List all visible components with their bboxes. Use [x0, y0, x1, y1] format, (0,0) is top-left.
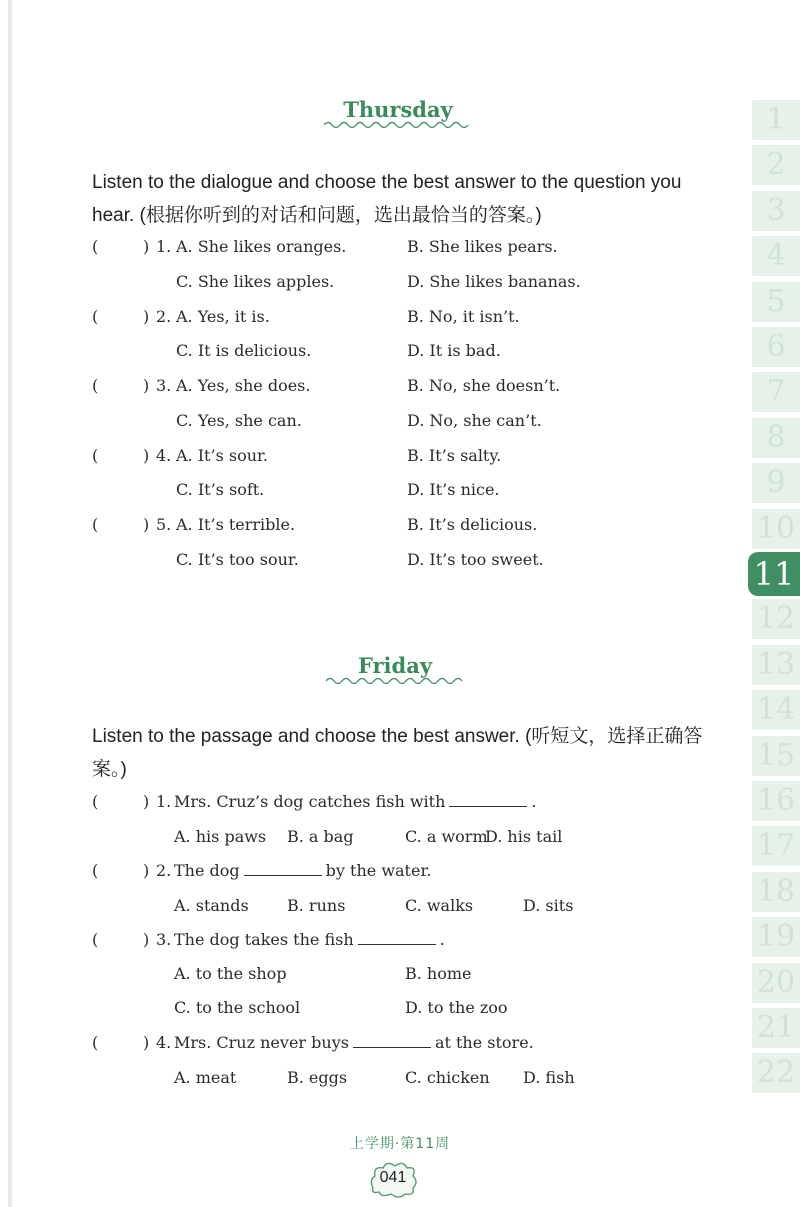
- footer-label: 上学期·第11周: [349, 1136, 451, 1152]
- thursday-underline: [324, 120, 472, 130]
- answer-paren-close: ): [143, 930, 150, 949]
- unit-tab-14[interactable]: 14: [752, 690, 800, 730]
- option-b: B. a bag: [287, 827, 354, 846]
- unit-tab-8[interactable]: 8: [752, 418, 800, 458]
- question-stem-end: by the water.: [325, 861, 432, 880]
- option-b: B. eggs: [287, 1068, 348, 1087]
- option-a: A. to the shop: [174, 964, 287, 983]
- option-d: D. fish: [523, 1068, 575, 1087]
- option-c: C. It is delicious.: [176, 341, 312, 360]
- option-a: A. stands: [174, 896, 249, 915]
- answer-blank: [358, 930, 436, 945]
- answer-paren-open: (: [92, 445, 99, 465]
- question-stem-end: at the store.: [434, 1033, 534, 1052]
- option-d: D. It’s too sweet.: [407, 549, 544, 569]
- unit-tab-6[interactable]: 6: [752, 327, 800, 367]
- option-a: A. his paws: [174, 827, 267, 846]
- page-number: [363, 1158, 423, 1198]
- friday-title: Friday: [357, 653, 433, 678]
- answer-blank: [244, 861, 322, 876]
- answer-paren-open: (: [92, 237, 99, 256]
- answer-paren-close: ): [143, 376, 150, 395]
- question-stem-text: Mrs. Cruz’s dog catches fish with: [174, 792, 446, 811]
- option-b: B. No, it isn’t.: [407, 306, 520, 326]
- answer-paren-open: (: [92, 306, 99, 326]
- question-number: 3.: [156, 376, 172, 395]
- option-c: C. chicken: [405, 1068, 490, 1087]
- friday-underline: [326, 676, 466, 686]
- option-a: A. It’s terrible.: [176, 515, 296, 534]
- question-number: 3.: [156, 930, 172, 949]
- unit-tab-12[interactable]: 12: [752, 599, 800, 639]
- unit-tab-16[interactable]: 16: [752, 781, 800, 821]
- option-d: D. sits: [523, 896, 574, 915]
- question-number: 4.: [156, 445, 172, 465]
- answer-paren-close: ): [143, 515, 150, 534]
- option-b: B. She likes pears.: [407, 237, 558, 256]
- option-c: C. Yes, she can.: [176, 410, 302, 430]
- answer-paren-close: ): [143, 1033, 150, 1052]
- option-c: C. It’s too sour.: [176, 549, 299, 569]
- thursday-instruction: Listen to the dialogue and choose the best answer to the question you hear. (根据你听到的对话和问题，选出最恰当的答案。): [92, 172, 682, 226]
- answer-paren-open: (: [92, 930, 99, 949]
- option-b: B. It’s salty.: [407, 445, 502, 465]
- unit-tab-5[interactable]: 5: [752, 282, 800, 322]
- thursday-title: Thursday: [343, 97, 453, 122]
- option-a: A. Yes, it is.: [176, 306, 270, 326]
- answer-paren-open: (: [92, 376, 99, 395]
- option-d: D. She likes bananas.: [407, 271, 581, 291]
- option-a: A. She likes oranges.: [176, 237, 347, 256]
- question-stem-text: The dog takes the fish: [174, 930, 354, 949]
- answer-paren-close: ): [143, 237, 150, 256]
- unit-tab-18[interactable]: 18: [752, 872, 800, 912]
- unit-tab-10[interactable]: 10: [752, 509, 800, 549]
- unit-tab-2[interactable]: 2: [752, 145, 800, 185]
- question-stem: [174, 792, 537, 812]
- question-number: 2.: [156, 306, 172, 326]
- answer-paren-open: (: [92, 792, 99, 811]
- answer-paren-open: (: [92, 861, 99, 880]
- unit-tab-15[interactable]: 15: [752, 736, 800, 776]
- question-stem: [174, 861, 431, 881]
- answer-blank: [449, 792, 527, 807]
- question-stem-text: The dog: [174, 861, 240, 880]
- answer-paren-close: ): [143, 306, 150, 326]
- question-stem: [174, 930, 445, 950]
- question-stem-text: Mrs. Cruz never buys: [174, 1033, 349, 1052]
- page-spine: [8, 0, 12, 1207]
- unit-tab-19[interactable]: 19: [752, 917, 800, 957]
- unit-tab-13[interactable]: 13: [752, 645, 800, 685]
- unit-tab-21[interactable]: 21: [752, 1008, 800, 1048]
- option-d: D. It’s nice.: [407, 480, 500, 499]
- option-a: A. It’s sour.: [176, 445, 268, 465]
- answer-blank: [353, 1033, 431, 1048]
- friday-instruction: Listen to the passage and choose the best answer. (听短文，选择正确答案。): [92, 726, 703, 780]
- question-number: 4.: [156, 1033, 172, 1052]
- question-number: 5.: [156, 515, 172, 534]
- option-c: C. walks: [405, 896, 474, 915]
- option-c: C. to the school: [174, 998, 301, 1017]
- unit-tabs: [752, 100, 800, 1090]
- option-b: B. home: [405, 964, 472, 983]
- question-number: 2.: [156, 861, 172, 880]
- option-b: B. No, she doesn’t.: [407, 376, 561, 395]
- question-number: 1.: [156, 237, 172, 256]
- option-b: B. runs: [287, 896, 346, 915]
- unit-tab-22[interactable]: 22: [752, 1053, 800, 1093]
- unit-tab-1[interactable]: 1: [752, 100, 800, 140]
- page-number-text: 041: [379, 1169, 407, 1186]
- answer-paren-close: ): [143, 445, 150, 465]
- unit-tab-11[interactable]: 11: [748, 552, 800, 596]
- option-c: C. It’s soft.: [176, 480, 265, 499]
- option-d: D. his tail: [485, 827, 563, 846]
- unit-tab-7[interactable]: 7: [752, 372, 800, 412]
- answer-paren-close: ): [143, 792, 150, 811]
- answer-paren-close: ): [143, 861, 150, 880]
- unit-tab-4[interactable]: 4: [752, 236, 800, 276]
- question-stem-end: .: [439, 930, 445, 949]
- option-d: D. It is bad.: [407, 341, 501, 360]
- unit-tab-3[interactable]: 3: [752, 191, 800, 231]
- unit-tab-17[interactable]: 17: [752, 826, 800, 866]
- question-number: 1.: [156, 792, 172, 811]
- option-a: A. Yes, she does.: [176, 376, 311, 395]
- option-a: A. meat: [174, 1068, 237, 1087]
- answer-paren-open: (: [92, 1033, 99, 1052]
- question-stem-end: .: [531, 792, 537, 811]
- option-d: D. to the zoo: [405, 998, 508, 1017]
- unit-tab-9[interactable]: 9: [752, 463, 800, 503]
- option-b: B. It’s delicious.: [407, 515, 538, 534]
- option-c: C. She likes apples.: [176, 271, 335, 291]
- unit-tab-20[interactable]: 20: [752, 963, 800, 1003]
- option-c: C. a worm: [405, 827, 488, 846]
- answer-paren-open: (: [92, 515, 99, 534]
- question-stem: [174, 1033, 534, 1053]
- option-d: D. No, she can’t.: [407, 410, 542, 430]
